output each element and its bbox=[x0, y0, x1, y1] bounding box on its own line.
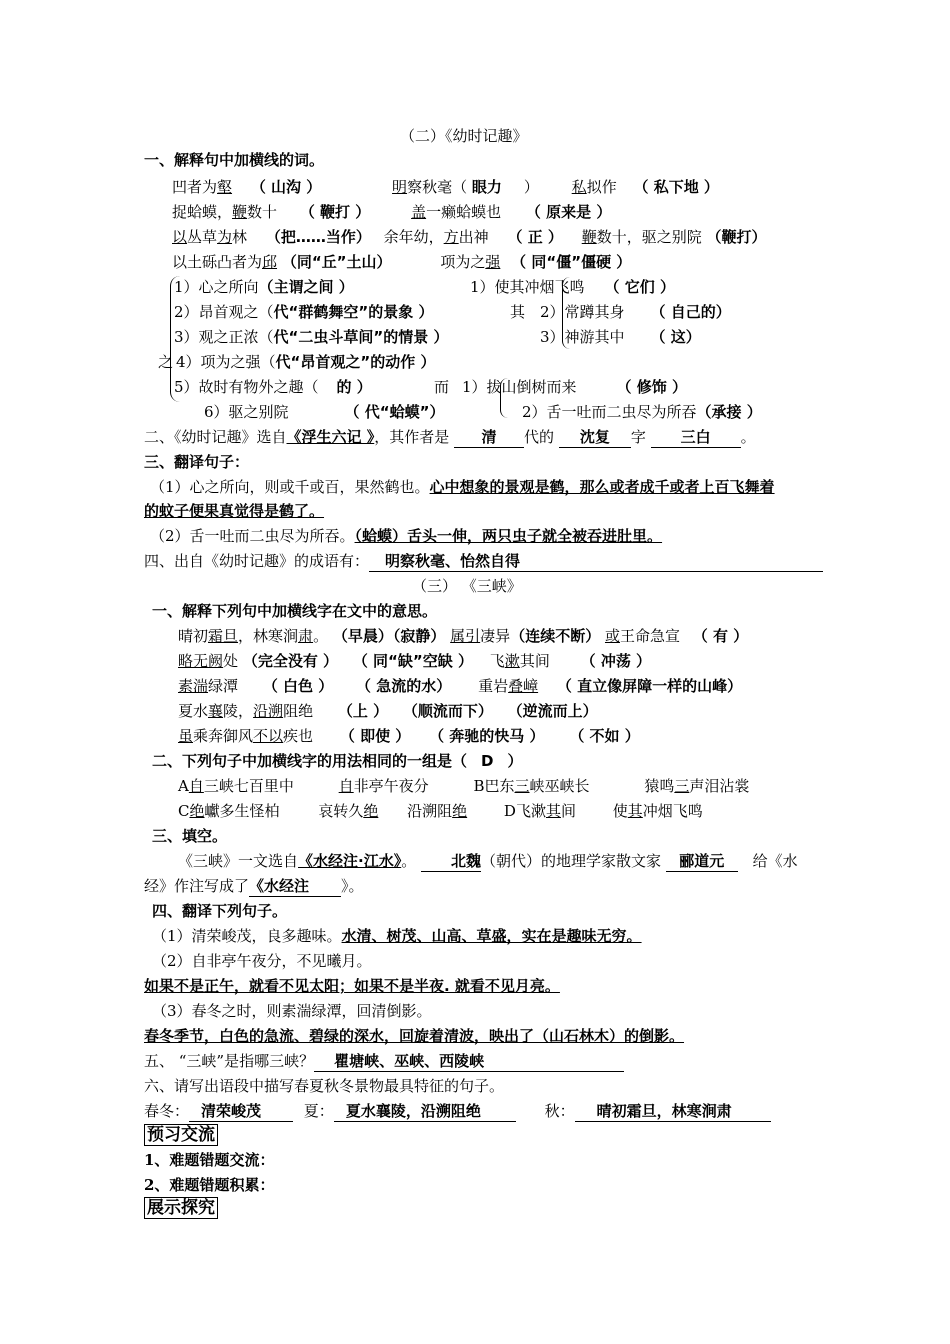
s3-question-5: 五、 “三峡”是指哪三峡？ 瞿塘峡、巫峡、西陵峡 bbox=[144, 1051, 624, 1072]
s3-translate-3-q: （3）春冬之时，则素湍绿潭，回清倒影。 bbox=[152, 1002, 432, 1020]
translate-1: （1）心之所向，则或千或百，果然鹤也。心中想象的景观是鹤，那么或者成千或者上百飞舞着 bbox=[150, 478, 775, 496]
zhi-item: 2）昂首观之（代“群鹤舞空”的景象 ） bbox=[174, 303, 434, 321]
er-item: 2）舌一吐而二虫尽为所吞（承接 ） bbox=[522, 403, 762, 421]
s3-seasons-row: 春冬： 清荣峻茂 夏： 夏水襄陵，沿溯阻绝 秋： 晴初霜旦，林寒涧肃 bbox=[144, 1101, 771, 1122]
vocab-row-3: 以丛草为林 （把……当作） 余年幼，方出神 （ 正 ） 鞭数十，驱之别院 （鞭打） bbox=[172, 228, 767, 246]
vocab-row-2: 捉蛤蟆，鞭数十 （ 鞭打 ） 盖一癞蛤蟆也 （ 原来是 ） bbox=[172, 203, 612, 221]
qi-item: 3）神游其中 （ 这） bbox=[540, 328, 701, 346]
s3-vocab-row-2: 略无阙处 （完全没有 ） （ 同“缺”空缺 ） 飞漱其间 （ 冲荡 ） bbox=[178, 652, 652, 670]
zhi-label: 之 bbox=[158, 353, 174, 371]
s3-option-row-1: A自三峡七百里中 自非亭午夜分 B巴东三峡巫峡长 猿鸣三声泪沾裳 bbox=[178, 777, 750, 795]
s3-question-6: 六、请写出语段中描写春夏秋冬景物最具特征的句子。 bbox=[144, 1077, 505, 1095]
section-title-sanxia: （三） 《三峡》 bbox=[412, 577, 522, 595]
er-item: 1）拔山倒树而来 （ 修饰 ） bbox=[462, 378, 687, 396]
vocab-row-1: 凹者为壑 （ 山沟 ） 明察秋毫（ 眼力 ） 私拟作 （ 私下地 ） bbox=[172, 178, 719, 196]
zhi-item: 3）观之正浓（代“二虫斗草间”的情景 ） bbox=[174, 328, 449, 346]
translate-2: （2）舌一吐而二虫尽为所吞。（蛤蟆）舌头一伸，两只虫子就全被吞进肚里。 bbox=[150, 527, 663, 545]
zhi-item: 1）心之所向（主谓之间 ） bbox=[174, 278, 354, 296]
s3-vocab-row-1: 晴初霜旦，林寒涧肃。 （早晨）（寂静） 属引凄异（连续不断） 或王命急宣 （ 有 ） bbox=[178, 627, 749, 645]
s3-fill-2: 经》作注写成了《水经注 》。 bbox=[144, 877, 364, 895]
question-3-heading: 三、翻译句子： bbox=[144, 453, 250, 471]
question-4-idioms: 四、出自《幼时记趣》的成语有： 明察秋毫、怡然自得 bbox=[144, 551, 823, 572]
s3-translate-2-a: 如果不是正午，就看不见太阳；如果不是半夜. 就看不见月亮。 bbox=[144, 977, 560, 995]
s3-translate-3-a: 春冬季节，白色的急流、碧绿的深水，回旋着清波，映出了（山石林木）的倒影。 bbox=[144, 1027, 685, 1045]
qi-item: 1）使其冲烟飞鸣 （ 它们 ） bbox=[470, 278, 675, 296]
question-2-source: 二、《幼时记趣》选自《浮生六记 》，其作者是 清 代的 沈复 字 三白 。 bbox=[144, 428, 756, 446]
er-label: 而 bbox=[434, 378, 450, 396]
s3-question-3-heading: 三、填空。 bbox=[152, 827, 228, 845]
s3-vocab-row-3: 素湍绿潭 （ 白色 ） （ 急流的水） 重岩叠嶂 （ 直立像屏障一样的山峰） bbox=[178, 677, 743, 695]
s3-option-row-2: C绝巘多生怪柏 哀转久绝 沿溯阻绝 D飞漱其间 使其冲烟飞鸣 bbox=[178, 802, 703, 820]
preview-heading: 预习交流 bbox=[144, 1124, 218, 1146]
zhi-item: 5）故时有物外之趣（ 的 ） bbox=[174, 378, 372, 396]
s3-question-4-heading: 四、翻译下列句子。 bbox=[152, 902, 288, 920]
vocab-row-4: 以土砾凸者为邱 （同“丘”土山） 项为之强 （ 同“僵”僵硬 ） bbox=[172, 253, 632, 271]
section-title-youshi: （二）《幼时记趣》 bbox=[400, 127, 528, 145]
s3-question-2: 二、下列句子中加横线字的用法相同的一组是（ D ） bbox=[152, 752, 523, 770]
s3-translate-2-q: （2）自非亭午夜分，不见曦月。 bbox=[152, 952, 372, 970]
s3-vocab-row-4: 夏水襄陵，沿溯阻绝 （上 ） （顺流而下） （逆流而上） bbox=[178, 702, 598, 720]
explore-heading: 展示探究 bbox=[144, 1197, 218, 1219]
s3-fill-1: 《三峡》一文选自《水经注·江水》。 北魏（朝代）的地理学家散文家 郦道元 给《水 bbox=[178, 852, 798, 870]
question-1-heading: 一、解释句中加横线的词。 bbox=[144, 151, 325, 169]
preview-item-2: 2、难题错题积累： bbox=[144, 1176, 275, 1194]
qi-label: 其 bbox=[510, 303, 526, 321]
s3-question-1-heading: 一、解释下列句中加横线字在文中的意思。 bbox=[152, 602, 438, 620]
translate-1-cont: 的蚊子便果真觉得是鹤了。 bbox=[144, 502, 325, 520]
zhi-item: 4）项为之强（代“昂首观之”的动作 ） bbox=[176, 353, 436, 371]
s3-vocab-row-5: 虽乘奔御风不以疾也 （ 即使 ） （ 奔驰的快马 ） （ 不如 ） bbox=[178, 727, 640, 745]
qi-item: 2）常蹲其身 （ 自己的） bbox=[540, 303, 731, 321]
zhi-item: 6）驱之别院 （ 代“蛤蟆”） bbox=[204, 403, 445, 421]
s3-translate-1: （1）清荣峻茂，良多趣味。水清、树茂、山高、草盛，实在是趣味无穷。 bbox=[152, 927, 642, 945]
preview-item-1: 1、难题错题交流： bbox=[144, 1151, 275, 1169]
